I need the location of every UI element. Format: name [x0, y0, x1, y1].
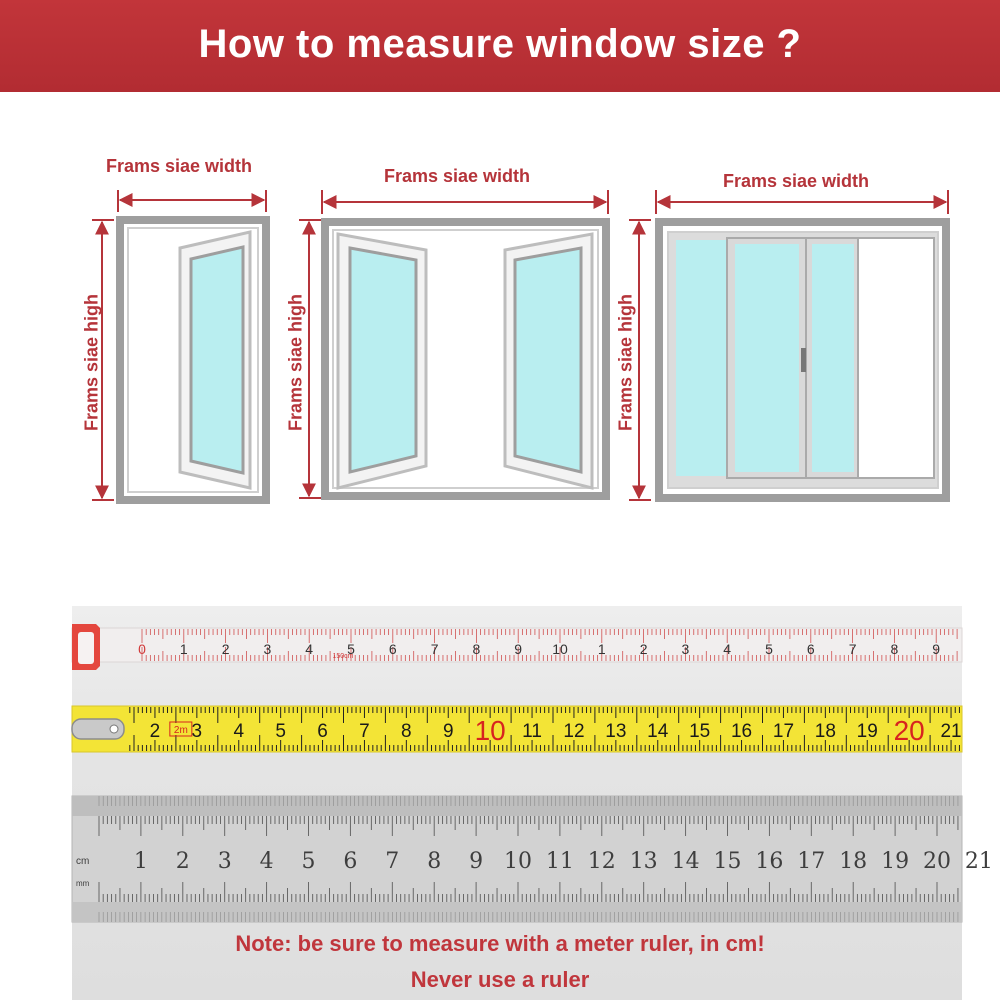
- steel-tape-number: 3: [191, 721, 203, 742]
- steel-tape-number: 13: [605, 721, 627, 742]
- steel-tape-number: 15: [689, 721, 711, 742]
- window-glass: [812, 244, 854, 472]
- steel-tape-number: 11: [522, 721, 542, 742]
- steel-ruler-number: 8: [427, 849, 442, 874]
- steel-ruler-number: 16: [755, 849, 784, 874]
- steel-ruler-number: 3: [217, 849, 232, 874]
- steel-ruler-number: 2: [175, 849, 190, 874]
- window-glass: [676, 240, 728, 476]
- steel-ruler-number: 5: [301, 849, 316, 874]
- steel-ruler-number: 19: [881, 849, 910, 874]
- steel-tape-number: 17: [772, 721, 795, 742]
- steel-ruler-unit: mm: [76, 879, 90, 888]
- steel-tape-number: 12: [563, 721, 585, 742]
- cloth-tape-number: 6: [388, 641, 397, 657]
- cloth-tape-marker: 150cm: [332, 653, 354, 660]
- steel-tape-number: 20: [893, 715, 925, 746]
- page-title: How to measure window size ?: [198, 22, 802, 66]
- steel-tape-number: 16: [730, 721, 753, 742]
- cloth-tape-number: 4: [305, 641, 314, 657]
- cloth-tape-number: 1: [179, 641, 188, 657]
- steel-tape-number: 9: [442, 721, 454, 742]
- steel-tape-number: 8: [401, 721, 412, 742]
- steel-ruler-number: 1: [133, 849, 148, 874]
- width-label-3: Frams siae width: [722, 171, 870, 191]
- steel-tape-number: 14: [647, 721, 669, 742]
- note-line-2: Never use a ruler: [410, 967, 590, 992]
- steel-ruler-number: 11: [545, 849, 574, 874]
- height-label-3: Frams siae high: [615, 293, 636, 432]
- window-glass: [191, 247, 243, 473]
- window-glass: [735, 244, 799, 472]
- steel-ruler-number: 12: [587, 849, 616, 874]
- steel-ruler-number: 17: [797, 849, 826, 874]
- cloth-tape-number: 6: [806, 641, 815, 657]
- width-label-2: Frams siae width: [383, 166, 531, 186]
- window-glass: [515, 248, 581, 472]
- cloth-tape-number: 3: [263, 641, 272, 657]
- note-line-1: Note: be sure to measure with a meter ruler, in cm!: [235, 931, 765, 956]
- steel-ruler-number: 20: [923, 849, 951, 874]
- steel-tape-number: 19: [856, 721, 878, 742]
- steel-ruler-number: 21: [964, 849, 993, 874]
- cloth-tape-number: 10: [552, 641, 568, 657]
- steel-ruler-number: 15: [713, 849, 742, 874]
- steel-ruler-unit: cm: [76, 856, 90, 867]
- cloth-tape-number: 2: [639, 641, 648, 657]
- steel-ruler-number: 14: [671, 849, 700, 874]
- window-diagram-single: [92, 190, 266, 500]
- steel-tape-marker: 2m: [173, 725, 188, 736]
- cloth-tape-number: 8: [890, 641, 899, 657]
- cloth-tape-number: 2: [221, 641, 230, 657]
- steel-tape-number: 2: [149, 721, 161, 742]
- steel-ruler-number: 7: [385, 849, 400, 874]
- steel-tape-number: 5: [275, 721, 286, 742]
- steel-ruler-number: 18: [839, 849, 868, 874]
- steel-tape-number: 7: [359, 721, 370, 742]
- cloth-tape-number: 0: [138, 641, 146, 657]
- window-diagram-double: [299, 190, 608, 498]
- steel-ruler-number: 13: [629, 849, 658, 874]
- cloth-tape-number: 9: [514, 641, 523, 657]
- steel-tape-number: 10: [474, 715, 506, 746]
- steel-ruler-number: 10: [504, 849, 532, 874]
- steel-tape-number: 21: [940, 721, 962, 742]
- width-label-1: Frams siae width: [105, 156, 253, 176]
- height-label-2: Frams siae high: [285, 293, 306, 432]
- window-handle: [801, 348, 806, 372]
- steel-tape-number: 4: [233, 721, 245, 742]
- steel-ruler-number: 9: [469, 849, 484, 874]
- cloth-tape-number: 7: [430, 641, 439, 657]
- cloth-tape-number: 8: [472, 641, 481, 657]
- cloth-tape-number: 9: [932, 641, 941, 657]
- window-diagram-sliding: [629, 190, 948, 500]
- window-glass: [350, 248, 416, 472]
- steel-ruler-number: 4: [259, 849, 274, 874]
- cloth-tape-number: 3: [681, 641, 690, 657]
- steel-tape-number: 6: [317, 721, 328, 742]
- cloth-tape-number: 7: [848, 641, 857, 657]
- steel-ruler-number: 6: [343, 849, 358, 874]
- cloth-tape-number: 4: [723, 641, 732, 657]
- cloth-tape-number: 1: [597, 641, 606, 657]
- cloth-tape-number: 5: [347, 641, 355, 657]
- height-label-1: Frams siae high: [81, 293, 102, 432]
- steel-tape-number: 18: [814, 721, 836, 742]
- cloth-tape-number: 5: [765, 641, 773, 657]
